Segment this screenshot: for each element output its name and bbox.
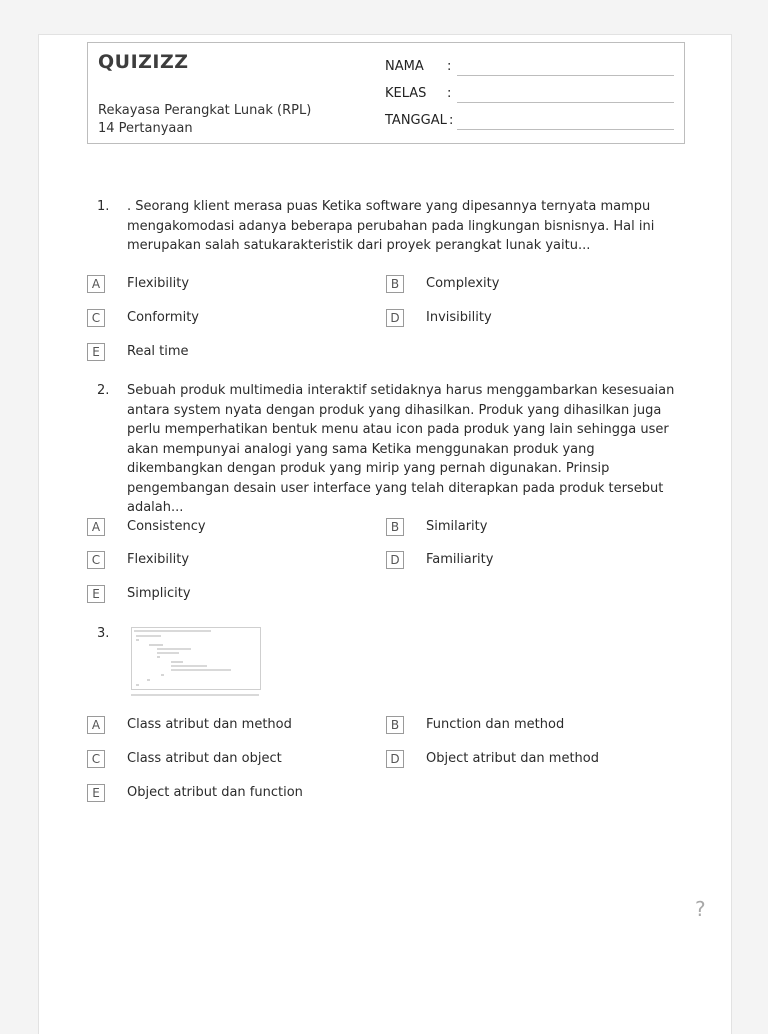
option-text: Class atribut dan method (127, 717, 292, 732)
option-letter: D (386, 309, 404, 327)
option-letter: D (386, 551, 404, 569)
date-label: TANGGAL (385, 113, 447, 128)
option-text: Invisibility (426, 310, 492, 325)
class-label: KELAS (385, 86, 427, 101)
option-text: Function dan method (426, 717, 565, 732)
worksheet-page (38, 34, 732, 1034)
question-number: 1. (97, 199, 110, 214)
name-colon: : (447, 59, 452, 74)
question-count: 14 Pertanyaan (98, 121, 193, 136)
option-text: Similarity (426, 519, 488, 534)
option-letter: D (386, 750, 404, 768)
option-text: Familiarity (426, 552, 494, 567)
question-text: Sebuah produk multimedia interaktif setidaknya harus menggambarkan kesesuaian antara system nyata dengan produk yang dihasilkan. Produk yang dihasilkan juga perlu memperhatikan bentuk menu atau icon pada produk yang lain sehingga user akan mempunyai analogi yang sama Ketika menggunakan produk yang dikembangkan dengan produk yang mirip yang pernah digunakan. Prinsip pengembangan desain user interface yang telah diterapkan pada produk tersebut adalah... (127, 383, 675, 515)
question-number: 3. (97, 626, 110, 641)
option-text: Simplicity (127, 586, 191, 601)
quizizz-logo: QUIZIZZ (98, 51, 189, 73)
option-letter: A (87, 716, 105, 734)
name-line[interactable] (457, 75, 674, 76)
date-line[interactable] (457, 129, 674, 130)
option-letter: A (87, 518, 105, 536)
name-label: NAMA (385, 59, 424, 74)
option-text: Flexibility (127, 276, 190, 291)
option-text: Consistency (127, 519, 206, 534)
question-number: 2. (97, 383, 110, 398)
option-letter: C (87, 551, 105, 569)
worksheet-header (87, 42, 685, 144)
option-text: Object atribut dan function (127, 785, 303, 800)
date-colon: : (449, 113, 454, 128)
option-letter: A (87, 275, 105, 293)
option-letter: E (87, 585, 105, 603)
option-text: Flexibility (127, 552, 190, 567)
option-letter: B (386, 518, 404, 536)
option-text: Complexity (426, 276, 500, 291)
class-line[interactable] (457, 102, 674, 103)
option-letter: C (87, 750, 105, 768)
class-colon: : (447, 86, 452, 101)
help-icon[interactable]: ? (695, 897, 706, 921)
option-letter: E (87, 343, 105, 361)
subject-title: Rekayasa Perangkat Lunak (RPL) (98, 103, 312, 118)
option-text: Conformity (127, 310, 199, 325)
option-letter: B (386, 275, 404, 293)
option-letter: B (386, 716, 404, 734)
option-text: Real time (127, 344, 189, 359)
option-letter: C (87, 309, 105, 327)
option-text: Object atribut dan method (426, 751, 600, 766)
question-text: . Seorang klient merasa puas Ketika software yang dipesannya ternyata mampu mengakomodasi adanya beberapa perubahan pada lingkungan bisnisnya. Hal ini merupakan salah satukarakteristik dari proyek perangkat lunak yaitu... (127, 199, 655, 253)
code-snippet-image (131, 627, 261, 699)
option-text: Class atribut dan object (127, 751, 282, 766)
option-letter: E (87, 784, 105, 802)
